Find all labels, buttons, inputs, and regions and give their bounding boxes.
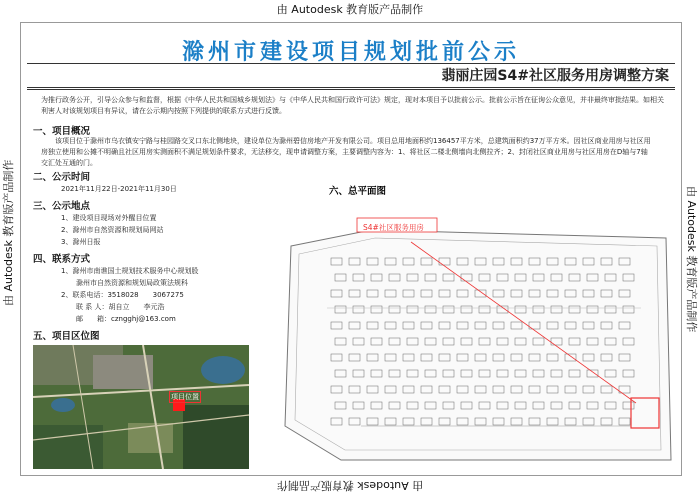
- contact-phone: 2、联系电话：3518028 3067275: [61, 291, 184, 299]
- watermark-bottom: 由 Autodesk 教育版产品制作: [276, 479, 424, 492]
- contact-line: 1、滁州市南谯国土规划技术服务中心规划股: [61, 267, 199, 275]
- divider: [27, 63, 675, 64]
- location-heading: 五、项目区位图: [33, 331, 100, 342]
- watermark-left: 由 Autodesk 教育版产品制作: [2, 159, 15, 306]
- contact-heading: 四、联系方式: [33, 254, 91, 265]
- time-body: 2021年11月22日-2021年11月30日: [61, 185, 177, 193]
- location-label: 项目位置: [171, 393, 199, 401]
- plan-heading: 六、总平面图: [329, 186, 387, 197]
- time-heading: 二、公示时间: [33, 172, 91, 183]
- notice-board: [20, 22, 682, 476]
- overview-body: 该项目位于滁州市乌衣镇安宁路与桂园路交叉口东北侧地块，建设单位为滁州碧信房地产开发有限公司。项目总用地面积约136457平方米，总建筑面积约37万平方米。因社区商业用房与社区用房独立使用和公摊不明确且社区用房实测面积不满足规划条件要求，无法移交，现申请调整方案，主要调整内容为：1、将社区二楼北侧墙向北侧拉齐；2、封闭社区商业用房与社区用房在D轴与7轴交汇处互通的门。: [41, 137, 651, 167]
- main-title: 滁州市建设项目规划批前公示: [181, 40, 520, 65]
- place-item: 1、建设项目现场对外醒目位置: [61, 214, 157, 222]
- overview-heading: 一、项目概况: [33, 126, 91, 137]
- place-item: 2、滁州市自然资源和规划局网站: [61, 226, 164, 234]
- sub-title: 翡丽庄园S4#社区服务用房调整方案: [441, 68, 669, 84]
- intro-paragraph: 为推行政务公开，引导公众参与和监督，根据《中华人民共和国城乡规划法》与《中华人民共和国行政许可法》规定，现对本项目予以批前公示。批前公示旨在征询公众意见，并非最终审批结果。如相关利害人对该规划项目有异议，请在公示期内按照下列提供的联系方式进行反馈。: [41, 96, 664, 115]
- place-item: 3、滁州日报: [61, 238, 101, 246]
- plan-callout-label: S4#社区服务用房: [363, 223, 424, 232]
- place-heading: 三、公示地点: [33, 201, 91, 212]
- divider: [27, 87, 675, 88]
- contact-person: 联 系 人：胡自立 李元浩: [76, 303, 165, 311]
- watermark-top: 由 Autodesk 教育版产品制作: [276, 3, 424, 16]
- contact-line: 滁州市自然资源和规划局政策法规科: [76, 279, 188, 287]
- contact-email: 邮 箱：czngghj@163.com: [76, 315, 176, 323]
- site-plan: [271, 198, 681, 470]
- location-map: [33, 345, 249, 469]
- watermark-right: 由 Autodesk 教育版产品制作: [685, 186, 698, 333]
- divider: [27, 89, 675, 90]
